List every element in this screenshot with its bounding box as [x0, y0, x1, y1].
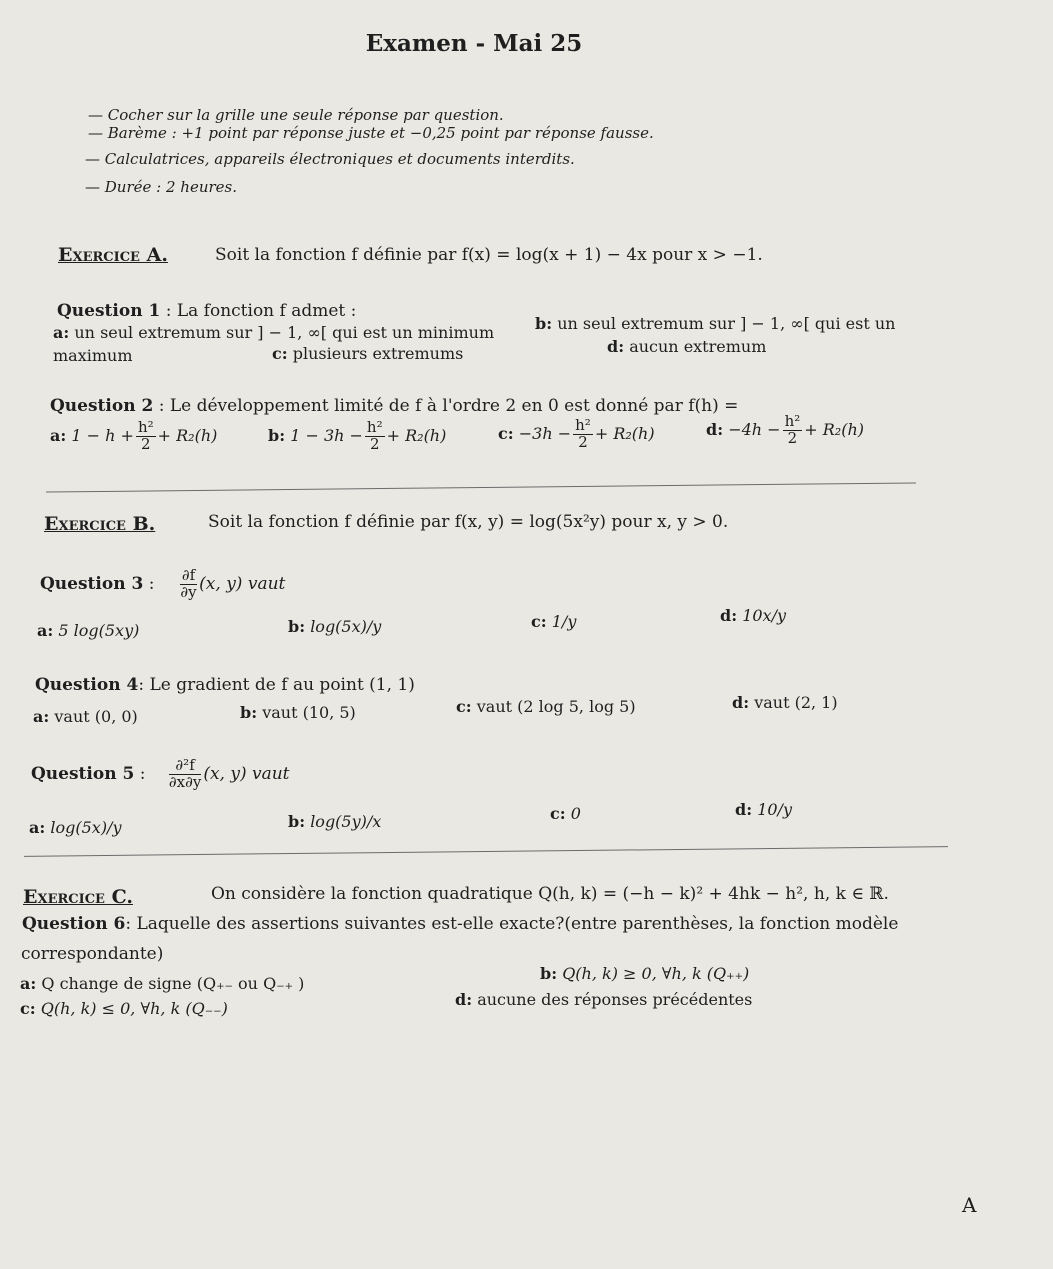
q5-option-c: c: 0	[550, 804, 581, 823]
q6-option-d: d: aucune des réponses précédentes	[455, 990, 753, 1009]
q3-option-c: c: 1/y	[531, 612, 577, 631]
rule-3: — Calculatrices, appareils électroniques et documents interdits.	[85, 150, 575, 168]
question-4: Question 4: Le gradient de f au point (1, 1)	[35, 675, 415, 695]
section-divider-2	[24, 846, 948, 857]
q1-option-c: c: plusieurs extremums	[272, 344, 464, 363]
rule-4: — Durée : 2 heures.	[85, 178, 237, 196]
question-6: Question 6: Laquelle des assertions suivantes est-elle exacte?(entre parenthèses, la fonction modèle	[22, 914, 899, 934]
q1-option-a: a: un seul extremum sur ] − 1, ∞[ qui est un minimum	[53, 323, 495, 342]
q5-option-a: a: log(5x)/y	[29, 818, 122, 837]
q1-option-b-continued: maximum	[53, 346, 133, 365]
q3-option-b: b: log(5x)/y	[288, 617, 382, 636]
q4-option-a: a: vaut (0, 0)	[33, 707, 138, 726]
q4-option-c: c: vaut (2 log 5, log 5)	[456, 697, 636, 716]
page-letter: A	[962, 1193, 977, 1217]
q1-option-d: d: aucun extremum	[607, 337, 767, 356]
q5-option-b: b: log(5y)/x	[288, 812, 382, 831]
q4-option-b: b: vaut (10, 5)	[240, 703, 356, 722]
page-title: Examen - Mai 25	[365, 30, 583, 57]
exercise-c-label: Exercice C.	[23, 886, 133, 908]
q6-option-b: b: Q(h, k) ≥ 0, ∀h, k (Q₊₊)	[540, 964, 750, 983]
question-1: Question 1 : La fonction f admet :	[57, 301, 357, 321]
question-3: Question 3 : $\frac{\partial f}{\partial y}$ (x, y) vaut	[40, 566, 286, 601]
q6-option-c: c: Q(h, k) ≤ 0, ∀h, k (Q₋₋)	[20, 999, 228, 1018]
q2-option-d: d: −4h − $\frac{\text{h²}}{2}$ + R₂(h)	[706, 412, 865, 447]
q2-option-b: b: 1 − 3h − $\frac{\text{h²}}{2}$ + R₂(h)	[268, 418, 447, 453]
q3-option-a: a: 5 log(5xy)	[37, 621, 140, 640]
exercise-c-statement: On considère la fonction quadratique Q(h, k) = (−h − k)² + 4hk − h², h, k ∈ ℝ.	[211, 884, 889, 904]
q2-option-c: c: −3h − $\frac{\text{h²}}{2}$ + R₂(h)	[498, 416, 655, 451]
q1-option-b: b: un seul extremum sur ] − 1, ∞[ qui est un	[535, 314, 896, 333]
question-5: Question 5 : $\frac{\text{∂²f}}{\partial x\partial y}$ (x, y) vaut	[31, 756, 290, 791]
q2-option-a: a: 1 − h + $\frac{\text{h²}}{2}$ + R₂(h)	[50, 418, 218, 453]
exercise-b-statement: Soit la fonction f définie par f(x, y) = log(5x²y) pour x, y > 0.	[208, 512, 729, 532]
q4-option-d: d: vaut (2, 1)	[732, 693, 838, 712]
exercise-b-label: Exercice B.	[44, 513, 156, 535]
exercise-a-statement: Soit la fonction f définie par f(x) = log(x + 1) − 4x pour x > −1.	[215, 245, 763, 265]
q6-option-a: a: Q change de signe (Q₊₋ ou Q₋₊ )	[20, 974, 305, 993]
exercise-a-label: Exercice A.	[58, 244, 168, 266]
question-6-continued: correspondante)	[21, 944, 164, 964]
q3-option-d: d: 10x/y	[720, 606, 786, 625]
rule-2: — Barème : +1 point par réponse juste et −0,25 point par réponse fausse.	[88, 124, 654, 142]
q5-option-d: d: 10/y	[735, 800, 792, 819]
section-divider-1	[46, 482, 916, 492]
question-2: Question 2 : Le développement limité de f à l'ordre 2 en 0 est donné par f(h) =	[50, 396, 739, 416]
rule-1: — Cocher sur la grille une seule réponse par question.	[88, 106, 504, 124]
